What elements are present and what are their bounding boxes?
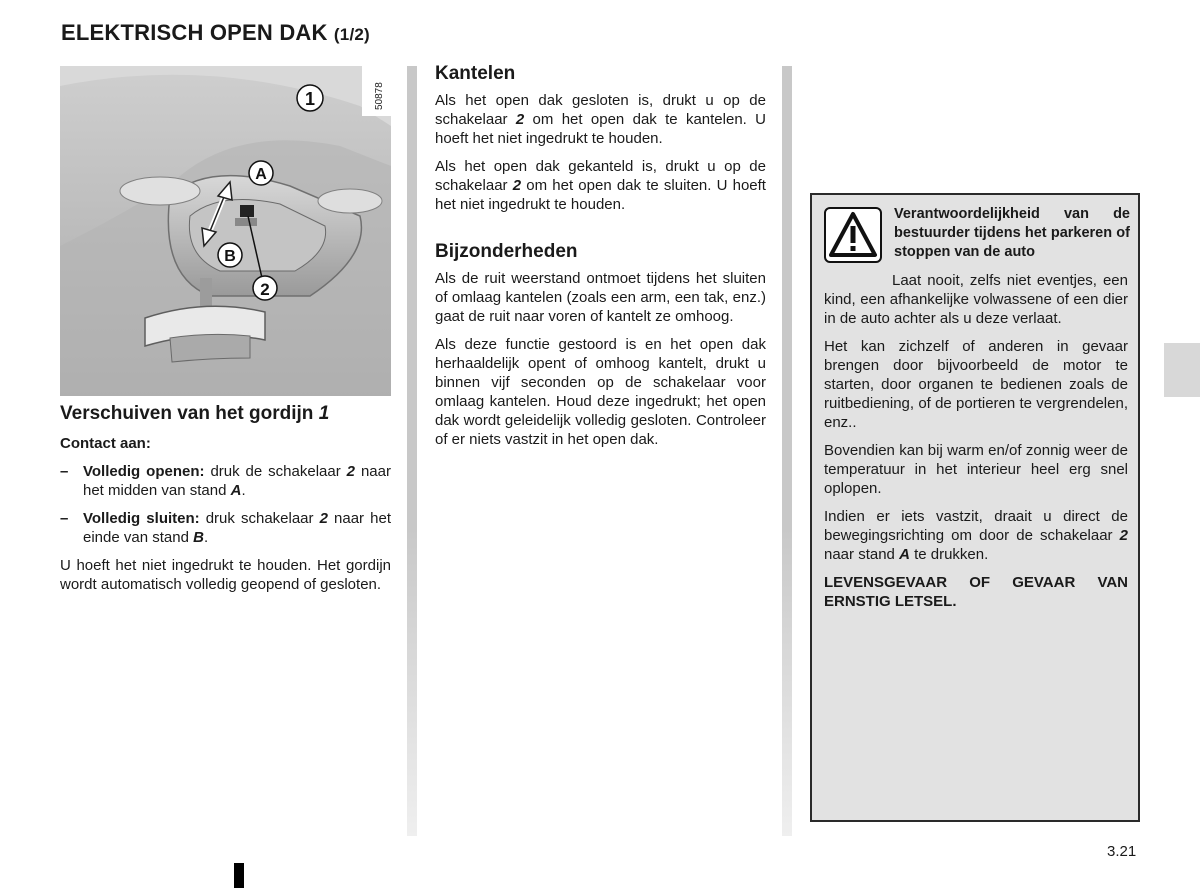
paragraph-text: Als het open dak gekanteld is, drukt u op de schakelaar <box>435 158 766 194</box>
list-item-text: druk de schakelaar <box>204 463 347 480</box>
page-title-text: ELEKTRISCH OPEN DAK <box>61 20 328 45</box>
warning-body <box>824 271 1128 620</box>
tilt-paragraph <box>435 157 766 214</box>
callout-b-label: B <box>224 248 236 265</box>
warning-paragraph: Bovendien kan bij warm en/of zonnig weer de temperatuur in het interieur heel erg snel oplopen. <box>824 442 1128 497</box>
callout-2 <box>253 276 277 300</box>
particulars-heading: Bijzonderheden <box>435 241 578 262</box>
paragraph-text: naar stand <box>824 546 900 563</box>
callout-2-label: 2 <box>260 280 270 299</box>
roof-console-illustration <box>60 66 391 396</box>
curtain-heading <box>60 402 391 426</box>
paragraph-ref: A <box>899 546 910 563</box>
list-item-text: . <box>241 482 246 499</box>
list-item-text: . <box>203 529 209 546</box>
column-divider-left <box>407 66 417 836</box>
paragraph-text: Indien er iets vastzit, draait u direct de bewegingsrichting om door de schakelaar <box>824 508 1128 544</box>
warning-header <box>824 205 1130 265</box>
page-title <box>61 20 370 46</box>
curtain-heading-ref: 1 <box>318 403 330 424</box>
roof-console-drawing <box>60 66 391 396</box>
warning-paragraph: Het kan zichzelf of anderen in gevaar brengen door bijvoorbeeld de motor te starten, door organen te bedienen zoals de ruitbediening, of de portieren te vergrendelen, enz.. <box>824 338 1128 431</box>
curtain-heading-text: Verschuiven van het gordijn <box>60 403 314 424</box>
tilt-heading: Kantelen <box>435 63 516 84</box>
callout-1 <box>297 85 323 111</box>
warning-triangle-icon <box>824 207 882 263</box>
callout-b <box>218 243 242 267</box>
list-item <box>60 462 391 500</box>
list-dash: – <box>60 510 69 527</box>
warning-paragraph: Laat nooit, zelfs niet eventjes, een kind, een afhankelijke volwassene of een dier in de auto achter als u deze verlaat. <box>824 272 1128 327</box>
list-item <box>60 509 391 547</box>
chapter-tab <box>1164 343 1200 397</box>
curtain-section <box>60 402 391 603</box>
tilt-section <box>435 62 766 458</box>
figure-ref-code: 50878 <box>374 82 385 110</box>
paragraph-text: te drukken. <box>909 546 989 563</box>
paragraph-text: om het open dak te sluiten. U hoeft het niet ingedrukt te houden. <box>435 177 766 213</box>
curtain-note: U hoeft het niet ingedrukt te houden. Het gordijn wordt automatisch volledig geopend of gesloten. <box>60 557 391 593</box>
contact-label: Contact aan: <box>60 435 151 452</box>
list-item-ref: 2 <box>319 510 328 527</box>
list-item-lead: Volledig sluiten: <box>83 510 200 527</box>
list-item-text: druk schakelaar <box>199 510 320 527</box>
warning-paragraph <box>824 507 1128 564</box>
warning-box <box>810 193 1140 822</box>
paragraph-text: Als het open dak gesloten is, drukt u op de schakelaar <box>435 92 766 128</box>
paragraph-ref: 2 <box>1119 527 1128 544</box>
paragraph-ref: 2 <box>512 177 522 194</box>
particulars-paragraph: Als de ruit weerstand ontmoet tijdens het sluiten of omlaag kantelen (zoals een arm, een tak, enz.) gaat de ruit naar voren of kantelt ze omhoog. <box>435 270 766 325</box>
list-item-ref: 2 <box>346 463 356 480</box>
print-mark <box>234 863 244 888</box>
callout-1-label: 1 <box>304 89 316 109</box>
column-divider-right <box>782 66 792 836</box>
danger-notice: LEVENSGEVAAR OF GEVAAR VAN ERNSTIG LETSEL. <box>824 574 1128 610</box>
list-dash: – <box>60 463 69 480</box>
list-item-lead: Volledig openen: <box>83 463 205 480</box>
list-item-text: naar het einde van stand <box>83 510 391 546</box>
callout-a-label: A <box>255 166 267 183</box>
tilt-paragraph <box>435 91 766 148</box>
list-item-ref: B <box>193 529 204 546</box>
particulars-paragraph: Als deze functie gestoord is en het open dak herhaaldelijk opent of omhoog kantelt, drukt u binnen vijf seconden op de schakelaar voor omlaag kantelen. Houd deze ingedrukt; het open dak wordt geleidelijk volledig gesloten. Controleer of er niets vastzit in het open dak. <box>435 336 766 448</box>
list-item-text: naar het midden van stand <box>83 463 391 499</box>
paragraph-text: om het open dak te kantelen. U hoeft het niet ingedrukt te houden. <box>435 111 766 147</box>
page-title-part: (1/2) <box>333 25 370 44</box>
list-item-ref: A <box>230 482 242 499</box>
warning-title: Verantwoordelijkheid van de bestuurder tijdens het parkeren of stoppen van de auto <box>894 206 1130 260</box>
paragraph-ref: 2 <box>515 111 525 128</box>
page-number: 3.21 <box>1107 843 1137 860</box>
callout-a <box>249 161 273 185</box>
